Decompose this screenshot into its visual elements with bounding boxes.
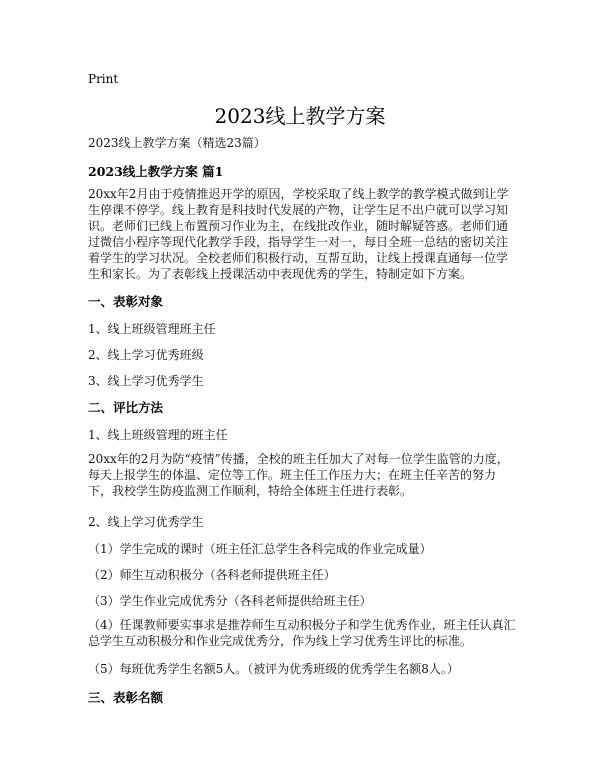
list-item: 1、线上班级管理班主任 <box>88 322 216 336</box>
criteria-item: （1）学生完成的课时（班主任汇总学生各科完成的作业完成量） <box>88 542 432 556</box>
subsection-heading: 1、线上班级管理的班主任 <box>88 428 228 442</box>
list-item: 2、线上学习优秀班级 <box>88 348 204 362</box>
document-title: 2023线上教学方案 <box>214 104 386 128</box>
section-heading-recognition-targets: 一、表彰对象 <box>88 294 164 309</box>
subsection-paragraph: 20xx年的2月为防“疫情”传播，全校的班主任加大了对每一位学生监管的力度，每天上报学生的体温、定位等工作。班主任工作压力大；在班主任辛苦的努力下，我校学生防疫监测工作顺利，特给全体班主任进行表彰。 <box>88 452 509 498</box>
section-heading-evaluation-method: 二、评比方法 <box>88 400 164 415</box>
article-heading: 2023线上教学方案 篇1 <box>88 164 224 179</box>
document-subtitle: 2023线上教学方案（精选23篇） <box>88 136 266 150</box>
criteria-item: （5）每班优秀学生名额5人。（被评为优秀班级的优秀学生名额8人。） <box>88 662 459 676</box>
section-heading-award-quota: 三、表彰名额 <box>88 690 164 705</box>
criteria-item: （2）师生互动积极分（各科老师提供班主任） <box>88 568 336 582</box>
list-item: 3、线上学习优秀学生 <box>88 374 204 388</box>
criteria-item: （3）学生作业完成优秀分（各科老师提供给班主任） <box>88 594 372 608</box>
print-label: Print <box>88 72 119 86</box>
criteria-item: （4）任课教师要实事求是推荐师生互动积极分子和学生优秀作业，班主任认真汇总学生互动积极分和作业完成优秀分，作为线上学习优秀生评比的标准。 <box>88 618 516 648</box>
subsection-heading: 2、线上学习优秀学生 <box>88 515 204 529</box>
intro-paragraph: 20xx年2月由于疫情推迟开学的原因，学校采取了线上教学的教学模式做到让学生停课不停学。线上教育是科技时代发展的产物，让学生足不出户就可以学习知识。老师们已线上布置预习作业为主，在线批改作业，随时解疑答惑。老师们通过微信小程序等现代化教学手段，指导学生一对一，每日全班一总结的密切关注着学生的学习状况。全校老师们积极行动，互帮互助，让线上授课直通每一位学生和家长。为了表彰线上授课活动中表现优秀的学生，特制定如下方案。 <box>88 187 509 281</box>
